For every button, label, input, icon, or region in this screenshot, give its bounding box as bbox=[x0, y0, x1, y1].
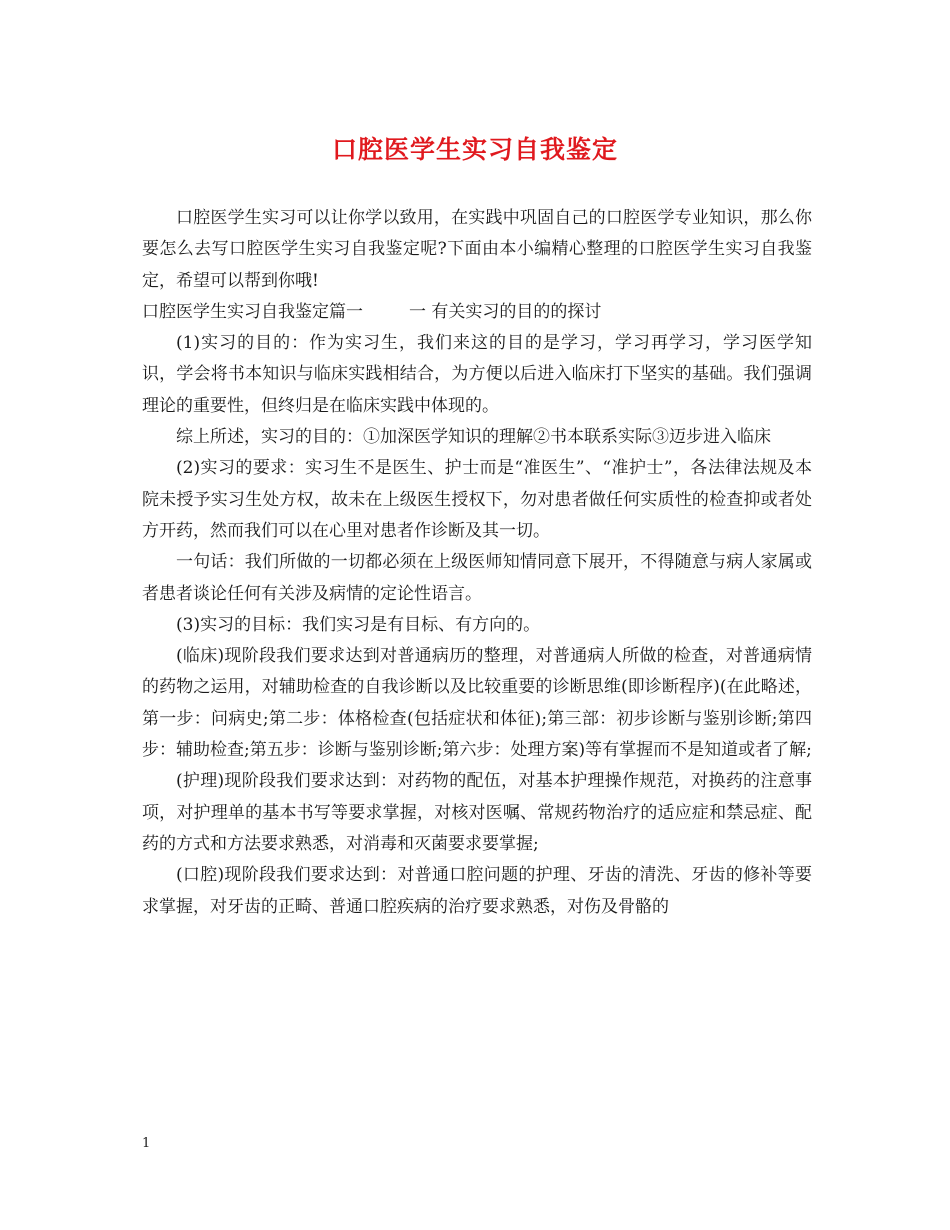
body-paragraph: (口腔)现阶段我们要求达到：对普通口腔问题的护理、牙齿的清洗、牙齿的修补等要求掌握，对牙齿的正畸、普通口腔疾病的治疗要求熟悉，对伤及骨骼的 bbox=[142, 865, 812, 917]
section-heading bbox=[142, 297, 812, 328]
document-title: 口腔医学生实习自我鉴定 bbox=[331, 135, 618, 164]
body-paragraph: (1)实习的目的：作为实习生，我们来这的目的是学习，学习再学习，学习医学知识，学会将书本知识与临床实践相结合，为方便以后进入临床打下坚实的基础。我们强调理论的重要性，但终归是在临床实践中体现的。 bbox=[142, 333, 812, 416]
section-subtitle: 一 有关实习的目的的探讨 bbox=[409, 301, 602, 322]
body-paragraph: (护理)现阶段我们要求达到：对药物的配伍，对基本护理操作规范，对换药的注意事项，对护理单的基本书写等要求掌握，对核对医嘱、常规药物治疗的适应症和禁忌症、配药的方式和方法要求熟悉，对消毒和灭菌要求要掌握; bbox=[142, 771, 812, 854]
body-paragraph: (临床)现阶段我们要求达到对普通病历的整理，对普通病人所做的检查，对普通病情的药物之运用，对辅助检查的自我诊断以及比较重要的诊断思维(即诊断程序)(在此略述，第一步：问病史;第二步：体格检查(包括症状和体征);第三部：初步诊断与鉴别诊断;第四步：辅助检查;第五步：诊断与鉴别诊断;第六步：处理方案)等有掌握而不是知道或者了解; bbox=[142, 646, 812, 761]
body-paragraph: 一句话：我们所做的一切都必须在上级医师知情同意下展开，不得随意与病人家属或者患者谈论任何有关涉及病情的定论性语言。 bbox=[142, 552, 812, 604]
body-paragraph: (3)实习的目标：我们实习是有目标、有方向的。 bbox=[176, 614, 541, 635]
document-body bbox=[142, 203, 812, 923]
page-number: 1 bbox=[142, 1136, 151, 1151]
body-paragraph: (2)实习的要求：实习生不是医生、护士而是“准医生”、“准护士”，各法律法规及本院未授予实习生处方权，故未在上级医生授权下，勿对患者做任何实质性的检查抑或者处方开药，然而我们可以在心里对患者作诊断及其一切。 bbox=[142, 458, 812, 541]
intro-paragraph: 口腔医学生实习可以让你学以致用，在实践中巩固自己的口腔医学专业知识，那么你要怎么去写口腔医学生实习自我鉴定呢?下面由本小编精心整理的口腔医学生实习自我鉴定，希望可以帮到你哦! bbox=[142, 208, 812, 291]
body-paragraph: 综上所述，实习的目的：①加深医学知识的理解②书本联系实际③迈步进入临床 bbox=[176, 427, 771, 448]
section-part-label: 口腔医学生实习自我鉴定篇一 bbox=[142, 301, 363, 322]
